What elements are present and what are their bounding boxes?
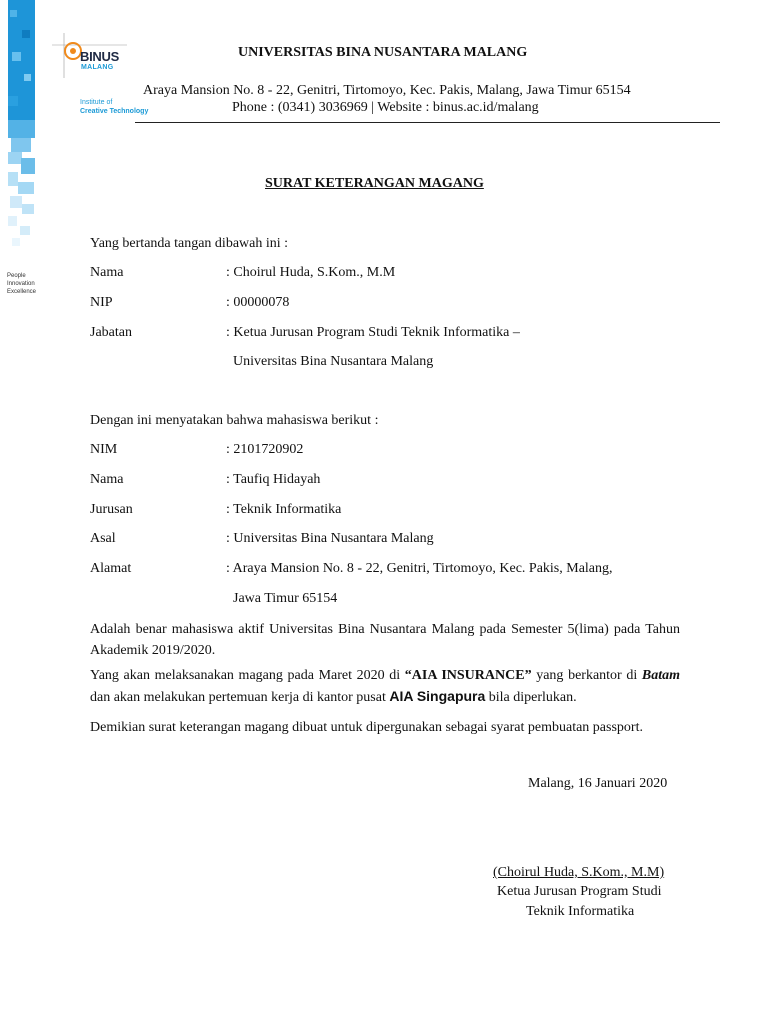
student-nim-label: NIM <box>90 442 118 457</box>
binus-logo <box>52 33 162 123</box>
logo-institute <box>80 98 148 116</box>
signature-name: (Choirul Huda, S.Kom., M.M) <box>493 865 665 880</box>
side-stripe-decoration <box>8 0 35 255</box>
internship-hq: AIA Singapura <box>389 688 486 704</box>
paragraph-purpose: Demikian surat keterangan magang dibuat untuk dipergunakan sebagai syarat pembuatan passport. <box>90 720 643 735</box>
university-address: Araya Mansion No. 8 - 22, Genitri, Tirtomoyo, Kec. Pakis, Malang, Jawa Timur 65154 <box>143 83 631 98</box>
intro-text: Yang bertanda tangan dibawah ini : <box>90 236 289 251</box>
header-divider <box>135 122 720 123</box>
student-address-value-cont: Jawa Timur 65154 <box>233 591 338 606</box>
logo-institute-line1: Institute of <box>80 99 113 106</box>
paragraph-active-student: Adalah benar mahasiswa aktif Universitas Bina Nusantara Malang pada Semester 5(lima) pada Tahun Akademik 2019/2020. <box>90 622 680 658</box>
tagline-people: People <box>7 273 26 279</box>
internship-text-c: dan akan melakukan pertemuan kerja di kantor pusat <box>90 690 390 705</box>
student-major-value: : Teknik Informatika <box>226 502 342 517</box>
university-name: UNIVERSITAS BINA NUSANTARA MALANG <box>238 45 528 60</box>
student-nim-value: : 2101720902 <box>226 442 304 457</box>
paragraph-internship <box>90 665 680 708</box>
tagline-innovation: Innovation <box>7 281 35 287</box>
student-origin-value: : Universitas Bina Nusantara Malang <box>226 531 434 546</box>
signer-name-value: : Choirul Huda, S.Kom., M.M <box>226 265 396 280</box>
signature-position-line2: Teknik Informatika <box>526 904 635 919</box>
student-address-value: : Araya Mansion No. 8 - 22, Genitri, Tirtomoyo, Kec. Pakis, Malang, <box>226 561 613 576</box>
logo-wordmark: BINUS <box>80 49 119 64</box>
place-date: Malang, 16 Januari 2020 <box>528 776 668 791</box>
student-name-value: : Taufiq Hidayah <box>226 472 321 487</box>
signer-nip-value: : 00000078 <box>226 295 290 310</box>
document-title: SURAT KETERANGAN MAGANG <box>265 176 484 191</box>
student-major-label: Jurusan <box>90 502 133 517</box>
logo-sub: MALANG <box>81 64 114 71</box>
signer-position-value-cont: Universitas Bina Nusantara Malang <box>233 354 434 369</box>
signature-position-line1: Ketua Jurusan Program Studi <box>497 884 662 899</box>
internship-text-d: bila diperlukan. <box>485 690 577 705</box>
student-origin-label: Asal <box>90 531 116 546</box>
internship-text-b: yang berkantor di <box>531 668 642 683</box>
student-name-label: Nama <box>90 472 124 487</box>
tagline <box>7 272 36 296</box>
signer-position-value: : Ketua Jurusan Program Studi Teknik Informatika – <box>226 325 520 340</box>
student-address-label: Alamat <box>90 561 132 576</box>
university-contact: Phone : (0341) 3036969 | Website : binus.ac.id/malang <box>232 100 539 115</box>
logo-institute-line2: Creative Technology <box>80 108 149 115</box>
internship-text-a: Yang akan melaksanakan magang pada Maret 2020 di <box>90 668 405 683</box>
signer-nip-label: NIP <box>90 295 113 310</box>
signer-name-label: Nama <box>90 265 124 280</box>
signer-position-label: Jabatan <box>90 325 132 340</box>
statement-text: Dengan ini menyatakan bahwa mahasiswa berikut : <box>90 413 379 428</box>
tagline-excellence: Excellence <box>7 289 37 295</box>
internship-city: Batam <box>641 668 680 683</box>
internship-company: “AIA INSURANCE” <box>404 668 532 683</box>
